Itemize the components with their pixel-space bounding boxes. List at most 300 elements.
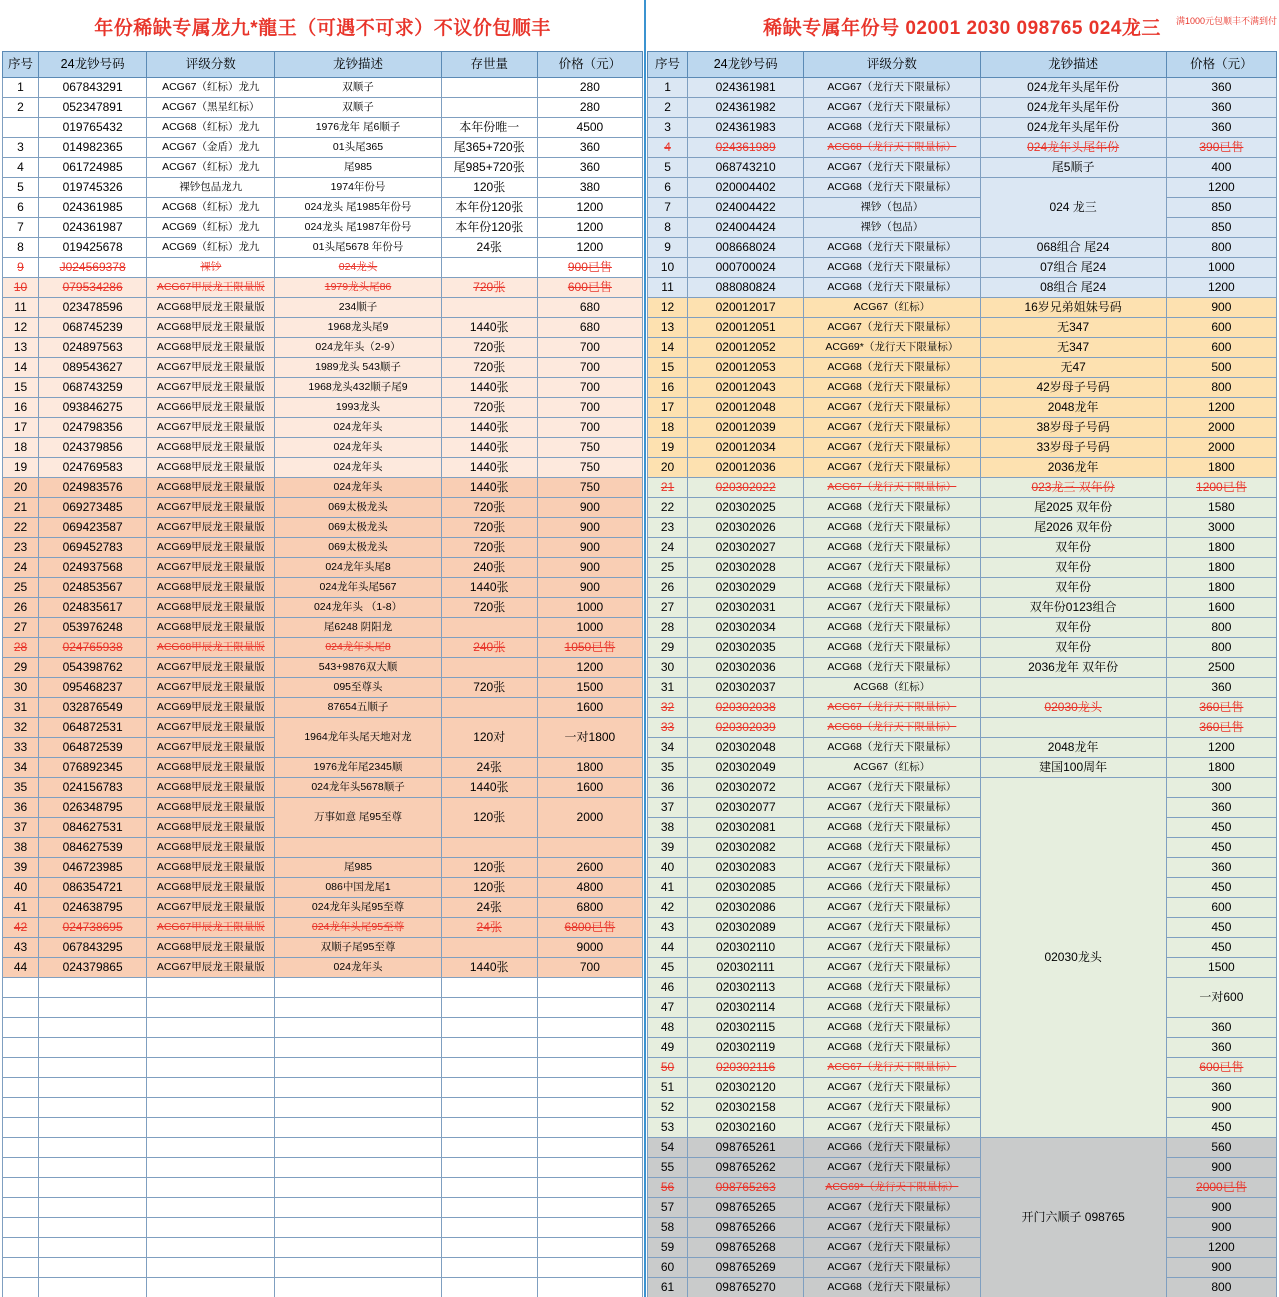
- cell-serial: 020302022: [688, 478, 804, 498]
- cell-index: 28: [648, 618, 688, 638]
- table-row[interactable]: [3, 518, 643, 538]
- table-row[interactable]: [648, 858, 1277, 878]
- cell-grade: ACG68（龙行天下限量标）: [804, 638, 980, 658]
- table-row[interactable]: [3, 938, 643, 958]
- cell-index: 12: [3, 318, 39, 338]
- cell-index: 6: [648, 178, 688, 198]
- cell-grade: ACG68（龙行天下限量标）: [804, 378, 980, 398]
- cell-desc: 1993龙头: [275, 398, 441, 418]
- table-row[interactable]: [3, 258, 643, 278]
- table-row[interactable]: [648, 318, 1277, 338]
- table-row[interactable]: [3, 318, 643, 338]
- table-row[interactable]: [648, 1038, 1277, 1058]
- cell-price: 750: [537, 458, 642, 478]
- table-row[interactable]: [648, 1258, 1277, 1278]
- table-row[interactable]: [648, 1278, 1277, 1297]
- cell-desc: 07组合 尾24: [980, 258, 1166, 278]
- cell-price: 1200: [537, 198, 642, 218]
- cell-serial: 020302026: [688, 518, 804, 538]
- table-row[interactable]: [3, 658, 643, 678]
- cell-empty: [147, 1078, 275, 1098]
- table-row[interactable]: [648, 638, 1277, 658]
- cell-price: 680: [537, 298, 642, 318]
- cell-grade: ACG67（龙行天下限量标）: [804, 398, 980, 418]
- cell-desc: 双年份0123组合: [980, 598, 1166, 618]
- table-row[interactable]: [3, 578, 643, 598]
- table-row[interactable]: [648, 1098, 1277, 1118]
- cell-serial: 093846275: [39, 398, 147, 418]
- table-row[interactable]: [3, 498, 643, 518]
- cell-grade: ACG68（龙行天下限量标）: [804, 738, 980, 758]
- cell-price: 900: [537, 578, 642, 598]
- cell-price: 680: [537, 318, 642, 338]
- cell-grade: ACG67（龙行天下限量标）: [804, 1198, 980, 1218]
- cell-desc: 02030龙头: [980, 778, 1166, 1138]
- table-row[interactable]: [648, 438, 1277, 458]
- table-row[interactable]: [648, 578, 1277, 598]
- table-row[interactable]: [648, 398, 1277, 418]
- cell-serial: 020302072: [688, 778, 804, 798]
- cell-serial: 067843291: [39, 78, 147, 98]
- cell-empty: [39, 1258, 147, 1278]
- cell-serial: 020302089: [688, 918, 804, 938]
- table-row[interactable]: [648, 698, 1277, 718]
- table-row[interactable]: [3, 858, 643, 878]
- cell-serial: 020302082: [688, 838, 804, 858]
- cell-empty: [147, 1158, 275, 1178]
- table-row[interactable]: [648, 238, 1277, 258]
- cell-desc: 无347: [980, 338, 1166, 358]
- cell-empty: [147, 1038, 275, 1058]
- cell-index: 7: [3, 218, 39, 238]
- table-row-empty: [3, 998, 643, 1018]
- cell-price: 500: [1166, 358, 1276, 378]
- cell-empty: [3, 1278, 39, 1297]
- table-row[interactable]: [648, 138, 1277, 158]
- cell-grade: ACG67（龙行天下限量标）: [804, 598, 980, 618]
- table-row[interactable]: [648, 378, 1277, 398]
- cell-index: 20: [648, 458, 688, 478]
- table-row[interactable]: [3, 358, 643, 378]
- table-row[interactable]: [648, 1158, 1277, 1178]
- cell-serial: 020012036: [688, 458, 804, 478]
- table-row[interactable]: [648, 338, 1277, 358]
- cell-stock: 1440张: [441, 478, 537, 498]
- cell-desc: 1964龙年头尾天地对龙: [275, 718, 441, 758]
- table-row[interactable]: [648, 878, 1277, 898]
- table-row[interactable]: [3, 838, 643, 858]
- table-row[interactable]: [3, 238, 643, 258]
- cell-grade: ACG67（龙行天下限量标）: [804, 1058, 980, 1078]
- cell-desc: 双顺子尾95至尊: [275, 938, 441, 958]
- cell-desc: 1968龙头432顺子尾9: [275, 378, 441, 398]
- cell-grade: ACG68（龙行天下限量标）: [804, 1278, 980, 1297]
- cell-index: 13: [648, 318, 688, 338]
- cell-index: 1: [3, 78, 39, 98]
- table-row[interactable]: [648, 158, 1277, 178]
- table-row[interactable]: [3, 678, 643, 698]
- cell-grade: ACG67（红标）龙九: [147, 78, 275, 98]
- cell-grade: ACG68甲辰龙王限量版: [147, 598, 275, 618]
- cell-serial: 020302114: [688, 998, 804, 1018]
- table-row[interactable]: [3, 478, 643, 498]
- table-row[interactable]: [3, 438, 643, 458]
- right-table: [647, 51, 1277, 1297]
- table-row-empty: [3, 1158, 643, 1178]
- cell-empty: [537, 978, 642, 998]
- cell-index: 47: [648, 998, 688, 1018]
- cell-index: 27: [3, 618, 39, 638]
- cell-serial: 069273485: [39, 498, 147, 518]
- cell-price: 360: [1166, 98, 1276, 118]
- cell-grade: ACG68（龙行天下限量标）: [804, 838, 980, 858]
- cell-price: 360: [1166, 798, 1276, 818]
- table-row[interactable]: [648, 418, 1277, 438]
- table-row[interactable]: [3, 378, 643, 398]
- cell-grade: ACG68（龙行天下限量标）: [804, 118, 980, 138]
- table-row[interactable]: [648, 1058, 1277, 1078]
- cell-desc: [275, 838, 441, 858]
- cell-empty: [3, 1218, 39, 1238]
- cell-index: 26: [3, 598, 39, 618]
- cell-empty: [275, 1178, 441, 1198]
- cell-serial: 020302034: [688, 618, 804, 638]
- cell-grade: ACG66（龙行天下限量标）: [804, 878, 980, 898]
- right-title-area: [645, 0, 1279, 51]
- cell-desc: 开门六顺子 098765: [980, 1138, 1166, 1297]
- cell-index: 41: [648, 878, 688, 898]
- cell-empty: [537, 1198, 642, 1218]
- cell-grade: ACG69*（龙行天下限量标）: [804, 1178, 980, 1198]
- cell-empty: [3, 1058, 39, 1078]
- table-row[interactable]: [648, 498, 1277, 518]
- table-row[interactable]: [3, 698, 643, 718]
- table-row[interactable]: [3, 398, 643, 418]
- cell-index: 39: [3, 858, 39, 878]
- cell-stock: 尾365+720张: [441, 138, 537, 158]
- table-row-empty: [3, 1218, 643, 1238]
- table-row[interactable]: [648, 1078, 1277, 1098]
- table-row[interactable]: [3, 878, 643, 898]
- table-row[interactable]: [648, 818, 1277, 838]
- table-row[interactable]: [648, 478, 1277, 498]
- cell-empty: [147, 998, 275, 1018]
- cell-grade: ACG68甲辰龙王限量版: [147, 578, 275, 598]
- cell-index: 4: [648, 138, 688, 158]
- cell-empty: [39, 1278, 147, 1297]
- cell-grade: ACG67（龙行天下限量标）: [804, 898, 980, 918]
- cell-empty: [3, 1018, 39, 1038]
- cell-grade: ACG67（龙行天下限量标）: [804, 938, 980, 958]
- cell-grade: ACG68（龙行天下限量标）: [804, 658, 980, 678]
- cell-serial: 024638795: [39, 898, 147, 918]
- cell-index: 18: [3, 438, 39, 458]
- cell-desc: 024 龙三: [980, 178, 1166, 238]
- table-row[interactable]: [3, 558, 643, 578]
- table-row[interactable]: [648, 198, 1277, 218]
- cell-price: 一对600: [1166, 978, 1276, 1018]
- table-row-empty: [3, 1198, 643, 1218]
- cell-price: [537, 838, 642, 858]
- table-row[interactable]: [648, 718, 1277, 738]
- cell-price: 450: [1166, 838, 1276, 858]
- cell-price: 700: [537, 338, 642, 358]
- cell-empty: [537, 1118, 642, 1138]
- cell-index: 17: [648, 398, 688, 418]
- table-row[interactable]: [3, 538, 643, 558]
- table-row[interactable]: [3, 418, 643, 438]
- table-row[interactable]: [3, 918, 643, 938]
- cell-index: 31: [3, 698, 39, 718]
- table-row[interactable]: [3, 338, 643, 358]
- table-row[interactable]: [3, 78, 643, 98]
- cell-empty: [441, 1118, 537, 1138]
- table-row[interactable]: [648, 1238, 1277, 1258]
- table-row[interactable]: [648, 458, 1277, 478]
- table-row[interactable]: [3, 298, 643, 318]
- table-row-empty: [3, 1038, 643, 1058]
- cell-index: 33: [3, 738, 39, 758]
- cell-stock: 1440张: [441, 458, 537, 478]
- cell-grade: ACG67（龙行天下限量标）: [804, 1238, 980, 1258]
- table-row[interactable]: [648, 258, 1277, 278]
- cell-serial: 020302028: [688, 558, 804, 578]
- cell-index: 7: [648, 198, 688, 218]
- cell-empty: [537, 1078, 642, 1098]
- cell-index: 22: [3, 518, 39, 538]
- table-row[interactable]: [648, 358, 1277, 378]
- table-row[interactable]: [648, 1138, 1277, 1158]
- cell-price: 390已售: [1166, 138, 1276, 158]
- cell-index: 60: [648, 1258, 688, 1278]
- cell-serial: 024361989: [688, 138, 804, 158]
- cell-desc: [980, 678, 1166, 698]
- table-row[interactable]: [648, 1198, 1277, 1218]
- cell-grade: ACG67（龙行天下限量标）: [804, 438, 980, 458]
- cell-price: 360已售: [1166, 718, 1276, 738]
- cell-empty: [3, 1238, 39, 1258]
- cell-price: 700: [537, 358, 642, 378]
- table-row[interactable]: [648, 738, 1277, 758]
- cell-serial: 020012048: [688, 398, 804, 418]
- cell-desc: 024龙年头: [275, 958, 441, 978]
- table-row[interactable]: [648, 1118, 1277, 1138]
- cell-grade: 裸钞: [147, 258, 275, 278]
- table-row[interactable]: [648, 598, 1277, 618]
- table-row[interactable]: [648, 778, 1277, 798]
- cell-stock: 1440张: [441, 778, 537, 798]
- cell-stock: 720张: [441, 358, 537, 378]
- table-row[interactable]: [3, 618, 643, 638]
- table-row[interactable]: [3, 598, 643, 618]
- right-table-body: [648, 78, 1277, 1297]
- cell-grade: ACG68（红标）龙九: [147, 198, 275, 218]
- cell-empty: [537, 998, 642, 1018]
- cell-grade: ACG68（龙行天下限量标）: [804, 178, 980, 198]
- cell-empty: [275, 1038, 441, 1058]
- table-row[interactable]: [3, 98, 643, 118]
- cell-stock: 720张: [441, 338, 537, 358]
- table-row[interactable]: [648, 1218, 1277, 1238]
- table-row-empty: [3, 1118, 643, 1138]
- cell-empty: [3, 1158, 39, 1178]
- table-row[interactable]: [648, 218, 1277, 238]
- cell-index: 37: [648, 798, 688, 818]
- cell-serial: 020302035: [688, 638, 804, 658]
- table-row[interactable]: [3, 178, 643, 198]
- cell-desc: 1976龙年 尾6顺子: [275, 118, 441, 138]
- table-row[interactable]: [648, 978, 1277, 998]
- cell-grade: ACG68甲辰龙王限量版: [147, 338, 275, 358]
- cell-serial: 024361983: [688, 118, 804, 138]
- cell-desc: 023龙三 双年份: [980, 478, 1166, 498]
- cell-index: 21: [3, 498, 39, 518]
- cell-serial: 032876549: [39, 698, 147, 718]
- cell-serial: 020302039: [688, 718, 804, 738]
- table-row[interactable]: [3, 718, 643, 738]
- cell-stock: 24张: [441, 238, 537, 258]
- table-row[interactable]: [648, 678, 1277, 698]
- cell-empty: [39, 1138, 147, 1158]
- table-row[interactable]: [3, 118, 643, 138]
- table-row[interactable]: [648, 558, 1277, 578]
- cell-price: 360: [1166, 1018, 1276, 1038]
- right-title: 稀缺专属年份号 02001 2030 098765 024龙三: [763, 18, 1161, 39]
- table-row[interactable]: [3, 278, 643, 298]
- cell-serial: 095468237: [39, 678, 147, 698]
- cell-price: 360: [1166, 1078, 1276, 1098]
- table-row[interactable]: [648, 898, 1277, 918]
- cell-grade: ACG67甲辰龙王限量版: [147, 898, 275, 918]
- cell-price: 1500: [537, 678, 642, 698]
- table-row[interactable]: [648, 1178, 1277, 1198]
- cell-stock: 240张: [441, 558, 537, 578]
- cell-index: 5: [648, 158, 688, 178]
- table-row[interactable]: [648, 758, 1277, 778]
- table-row[interactable]: [3, 198, 643, 218]
- cell-index: 2: [648, 98, 688, 118]
- cell-desc: 双顺子: [275, 98, 441, 118]
- table-row[interactable]: [648, 1018, 1277, 1038]
- table-row[interactable]: [648, 838, 1277, 858]
- cell-price: 900: [1166, 1218, 1276, 1238]
- cell-index: 11: [3, 298, 39, 318]
- table-row[interactable]: [3, 638, 643, 658]
- shipping-note: 满1000元包顺丰不满到付: [1175, 16, 1277, 26]
- cell-grade: ACG68甲辰龙王限量版: [147, 638, 275, 658]
- cell-desc: 双年份: [980, 578, 1166, 598]
- table-row[interactable]: [648, 78, 1277, 98]
- cell-price: 600已售: [1166, 1058, 1276, 1078]
- cell-price: 1800: [1166, 578, 1276, 598]
- table-row[interactable]: [3, 758, 643, 778]
- table-row[interactable]: [648, 958, 1277, 978]
- cell-index: 57: [648, 1198, 688, 1218]
- table-row[interactable]: [3, 138, 643, 158]
- cell-price: 600已售: [537, 278, 642, 298]
- cell-index: 13: [3, 338, 39, 358]
- table-row[interactable]: [648, 298, 1277, 318]
- cell-grade: ACG68（龙行天下限量标）: [804, 818, 980, 838]
- cell-empty: [39, 1238, 147, 1258]
- cell-empty: [275, 1158, 441, 1178]
- cell-serial: 020302036: [688, 658, 804, 678]
- table-row[interactable]: [648, 618, 1277, 638]
- cell-empty: [441, 1198, 537, 1218]
- table-row[interactable]: [3, 958, 643, 978]
- table-row[interactable]: [648, 918, 1277, 938]
- table-row[interactable]: [3, 898, 643, 918]
- cell-desc: 024龙年头尾8: [275, 558, 441, 578]
- cell-index: 42: [3, 918, 39, 938]
- cell-price: 850: [1166, 218, 1276, 238]
- cell-price: 6800已售: [537, 918, 642, 938]
- cell-stock: 1440张: [441, 578, 537, 598]
- cell-desc: 双年份: [980, 538, 1166, 558]
- table-row[interactable]: [648, 278, 1277, 298]
- cell-desc: 16岁兄弟姐妹号码: [980, 298, 1166, 318]
- cell-grade: ACG67（龙行天下限量标）: [804, 418, 980, 438]
- table-row[interactable]: [648, 178, 1277, 198]
- cell-desc: 2036龙年: [980, 458, 1166, 478]
- cell-empty: [3, 978, 39, 998]
- cell-desc: 068组合 尾24: [980, 238, 1166, 258]
- cell-index: 48: [648, 1018, 688, 1038]
- table-row[interactable]: [648, 938, 1277, 958]
- cell-serial: 020302115: [688, 1018, 804, 1038]
- table-row[interactable]: [3, 218, 643, 238]
- cell-grade: ACG67（龙行天下限量标）: [804, 558, 980, 578]
- cell-price: 1200: [1166, 278, 1276, 298]
- table-row-empty: [3, 1078, 643, 1098]
- table-row[interactable]: [3, 458, 643, 478]
- cell-index: 16: [648, 378, 688, 398]
- table-row[interactable]: [648, 118, 1277, 138]
- cell-grade: ACG67（红标）: [804, 298, 980, 318]
- cell-grade: ACG67（龙行天下限量标）: [804, 458, 980, 478]
- table-row[interactable]: [3, 798, 643, 818]
- cell-price: 700: [537, 958, 642, 978]
- table-row[interactable]: [3, 158, 643, 178]
- cell-empty: [441, 1018, 537, 1038]
- left-col-stock: 存世量: [441, 52, 537, 78]
- right-col-serial: 24龙钞号码: [688, 52, 804, 78]
- cell-index: 29: [648, 638, 688, 658]
- table-row[interactable]: [648, 798, 1277, 818]
- cell-grade: ACG69甲辰龙王限量版: [147, 698, 275, 718]
- cell-price: 700: [537, 418, 642, 438]
- cell-serial: 024835617: [39, 598, 147, 618]
- table-row[interactable]: [3, 778, 643, 798]
- table-row[interactable]: [648, 98, 1277, 118]
- cell-price: 900: [1166, 1158, 1276, 1178]
- cell-grade: ACG67甲辰龙王限量版: [147, 738, 275, 758]
- cell-grade: ACG67（龙行天下限量标）: [804, 1118, 980, 1138]
- cell-grade: ACG67（金盾）龙九: [147, 138, 275, 158]
- cell-empty: [39, 1018, 147, 1038]
- cell-price: 360已售: [1166, 698, 1276, 718]
- cell-stock: 720张: [441, 498, 537, 518]
- cell-serial: 024853567: [39, 578, 147, 598]
- cell-grade: ACG67（龙行天下限量标）: [804, 918, 980, 938]
- table-row[interactable]: [648, 658, 1277, 678]
- table-row[interactable]: [648, 518, 1277, 538]
- cell-empty: [147, 978, 275, 998]
- table-row[interactable]: [648, 538, 1277, 558]
- table-row-empty: [3, 1018, 643, 1038]
- cell-index: 24: [3, 558, 39, 578]
- cell-serial: 024361981: [688, 78, 804, 98]
